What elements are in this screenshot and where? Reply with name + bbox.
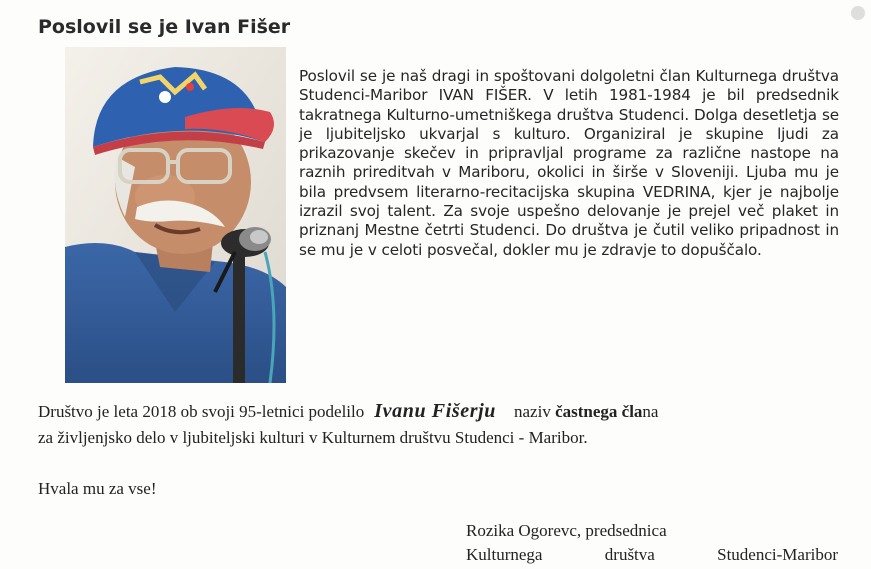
award-text-after-prefix: naziv [514, 402, 556, 421]
award-line-2: za življenjsko delo v ljubiteljski kulturi v Kulturnem društvu Studenci - Maribor. [38, 428, 588, 447]
scan-mark [851, 6, 865, 20]
signature-org-word: Kulturnega [466, 545, 543, 564]
award-recipient-name: Ivanu Fišerju [374, 400, 496, 422]
signature-org-word: Studenci-Maribor [717, 545, 838, 564]
signature-name-role: Rozika Ogorevc, predsednica [466, 521, 667, 540]
thanks-text: Hvala mu za vse! [38, 479, 157, 498]
award-text-before: Društvo je leta 2018 ob svoji 95-letnici podelilo [38, 402, 365, 421]
signature-organization [466, 545, 838, 565]
signature-org-word: društva [604, 545, 655, 564]
obituary-paragraph [299, 67, 839, 260]
portrait-photo [65, 47, 286, 383]
award-line-1 [38, 400, 868, 423]
award-text-after-suffix: na [642, 402, 659, 421]
award-title: častnega čla [555, 402, 643, 421]
page-title: Poslovil se je Ivan Fišer [38, 16, 291, 38]
portrait-illustration [65, 47, 286, 383]
obituary-text: Poslovil se je naš dragi in spoštovani dolgoletni član Kulturnega društva Studenci-Maribor IVAN FIŠER. V letih 1981-1984 je bil predsednik takratnega Kulturno-umetniškega društva Studenci. Dolga desetletja se je ljubiteljsko ukvarjal s kulturo. Organiziral je skupine ljudi za prikazovanje skečev in pripravljal programe za različne nastope na raznih prireditvah v Mariboru, okolici in širše v Sloveniji. Ljuba mu je bila predvsem literarno-recitacijska skupina VEDRINA, kjer je najbolje izrazil svoj talent. Za svoje uspešno delovanje je prejel več plaket in priznanj Mestne četrti Studenci. Do društva je čutil veliko pripadnost in se mu je v celoti posvečal, dokler mu je zdravje to dopuščalo. [299, 67, 839, 259]
